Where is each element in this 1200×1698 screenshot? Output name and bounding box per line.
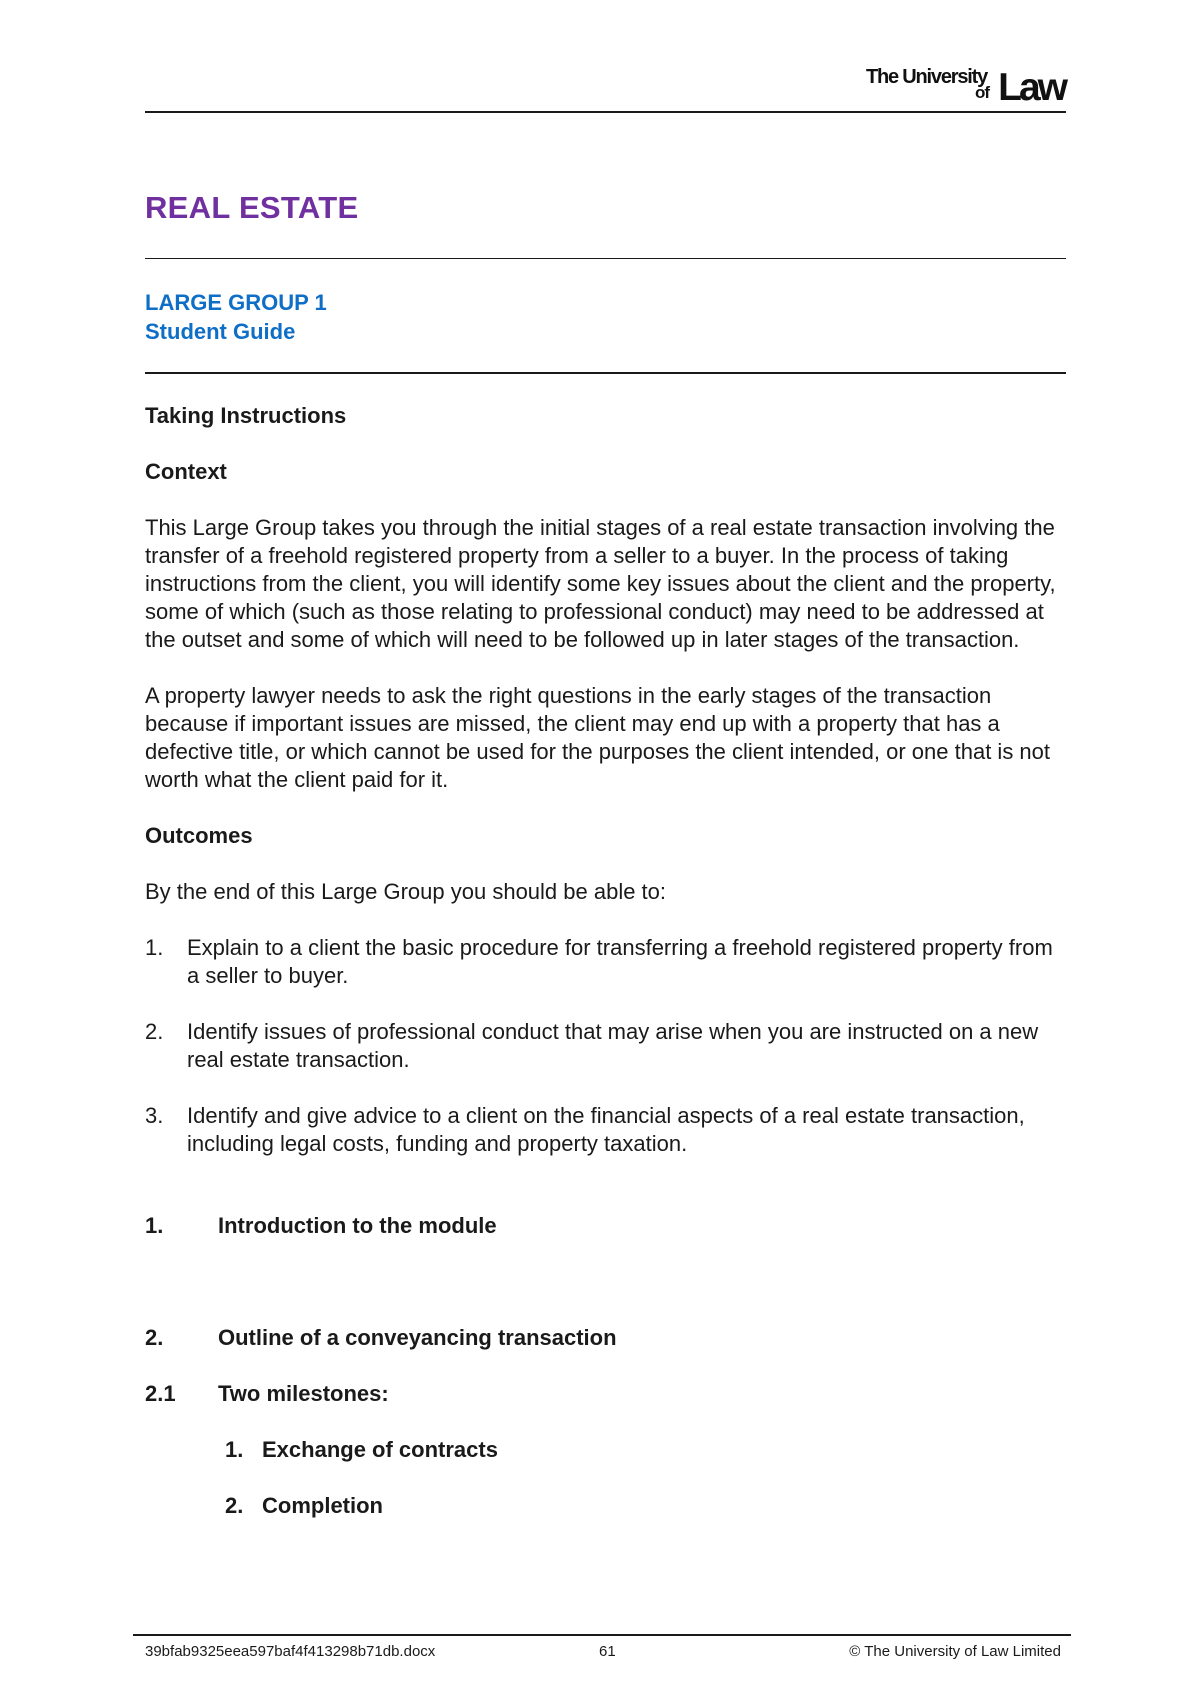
heading-context: Context	[145, 459, 227, 484]
milestone-text: Exchange of contracts	[262, 1437, 498, 1462]
subtitle-rule	[145, 372, 1066, 374]
outcomes-intro: By the end of this Large Group you should be able to:	[145, 879, 667, 904]
university-of-law-logo	[855, 66, 1065, 108]
heading-taking-instructions: Taking Instructions	[145, 403, 347, 428]
milestone-text: Completion	[262, 1493, 383, 1518]
footer-copyright: © The University of Law Limited	[849, 1643, 1061, 1660]
title-rule	[145, 258, 1066, 259]
footer-rule	[133, 1634, 1071, 1636]
outcome-text: Identify issues of professional conduct that may arise when you are instructed on a new real estate transaction.	[187, 1019, 1039, 1072]
outcome-item	[145, 934, 1070, 990]
section-number: 1.	[145, 1213, 164, 1238]
section-number: 2.1	[145, 1381, 176, 1406]
footer-filename: 39bfab9325eea597baf4f413298b71db.docx	[145, 1643, 436, 1660]
milestone-item	[145, 1436, 1070, 1464]
logo-line1: The University	[865, 66, 987, 88]
context-paragraph-2: A property lawyer needs to ask the right questions in the early stages of the transaction because if important issues are missed, the client may end up with a property that has a defective title, or which cannot be used for the purposes the client intended, or one that is not worth what the client paid for it.	[145, 683, 1051, 792]
footer-page-number: 61	[599, 1643, 616, 1660]
subtitle-line1: LARGE GROUP 1	[145, 290, 327, 315]
section-title: Introduction to the module	[218, 1213, 497, 1238]
heading-outcomes: Outcomes	[145, 823, 253, 848]
milestone-item	[145, 1492, 1070, 1520]
outcomes-list	[145, 934, 1070, 1158]
document-body	[145, 402, 1070, 1520]
logo-line3: Law	[998, 66, 1065, 109]
outcome-item	[145, 1102, 1070, 1158]
section-number: 2.	[145, 1325, 164, 1350]
section-title: Outline of a conveyancing transaction	[218, 1325, 617, 1350]
milestone-number: 1.	[225, 1437, 244, 1462]
section-1-heading	[145, 1212, 1070, 1240]
milestone-number: 2.	[225, 1493, 244, 1518]
outcome-text: Explain to a client the basic procedure for transferring a freehold registered property from a seller to buyer.	[187, 935, 1053, 988]
outcome-number: 2.	[145, 1019, 164, 1044]
section-2-heading	[145, 1324, 1070, 1352]
section-2-1-heading	[145, 1380, 1070, 1408]
outcome-text: Identify and give advice to a client on the financial aspects of a real estate transaction, including legal costs, funding and property taxation.	[187, 1103, 1025, 1156]
outcome-item	[145, 1018, 1070, 1074]
subtitle-line2: Student Guide	[145, 319, 296, 344]
document-subtitle	[145, 288, 327, 346]
section-title: Two milestones:	[218, 1381, 389, 1406]
context-paragraph-1: This Large Group takes you through the initial stages of a real estate transaction involving the transfer of a freehold registered property from a seller to a buyer. In the process of taking instructions from the client, you will identify some key issues about the client and the property, some of which (such as those relating to professional conduct) may need to be addressed at the outset and some of which will need to be followed up in later stages of the transaction.	[145, 515, 1056, 652]
outcome-number: 1.	[145, 935, 164, 960]
header-rule	[145, 111, 1066, 113]
outcome-number: 3.	[145, 1103, 164, 1128]
document-title: REAL ESTATE	[145, 190, 359, 225]
logo-line2: of	[974, 83, 989, 102]
